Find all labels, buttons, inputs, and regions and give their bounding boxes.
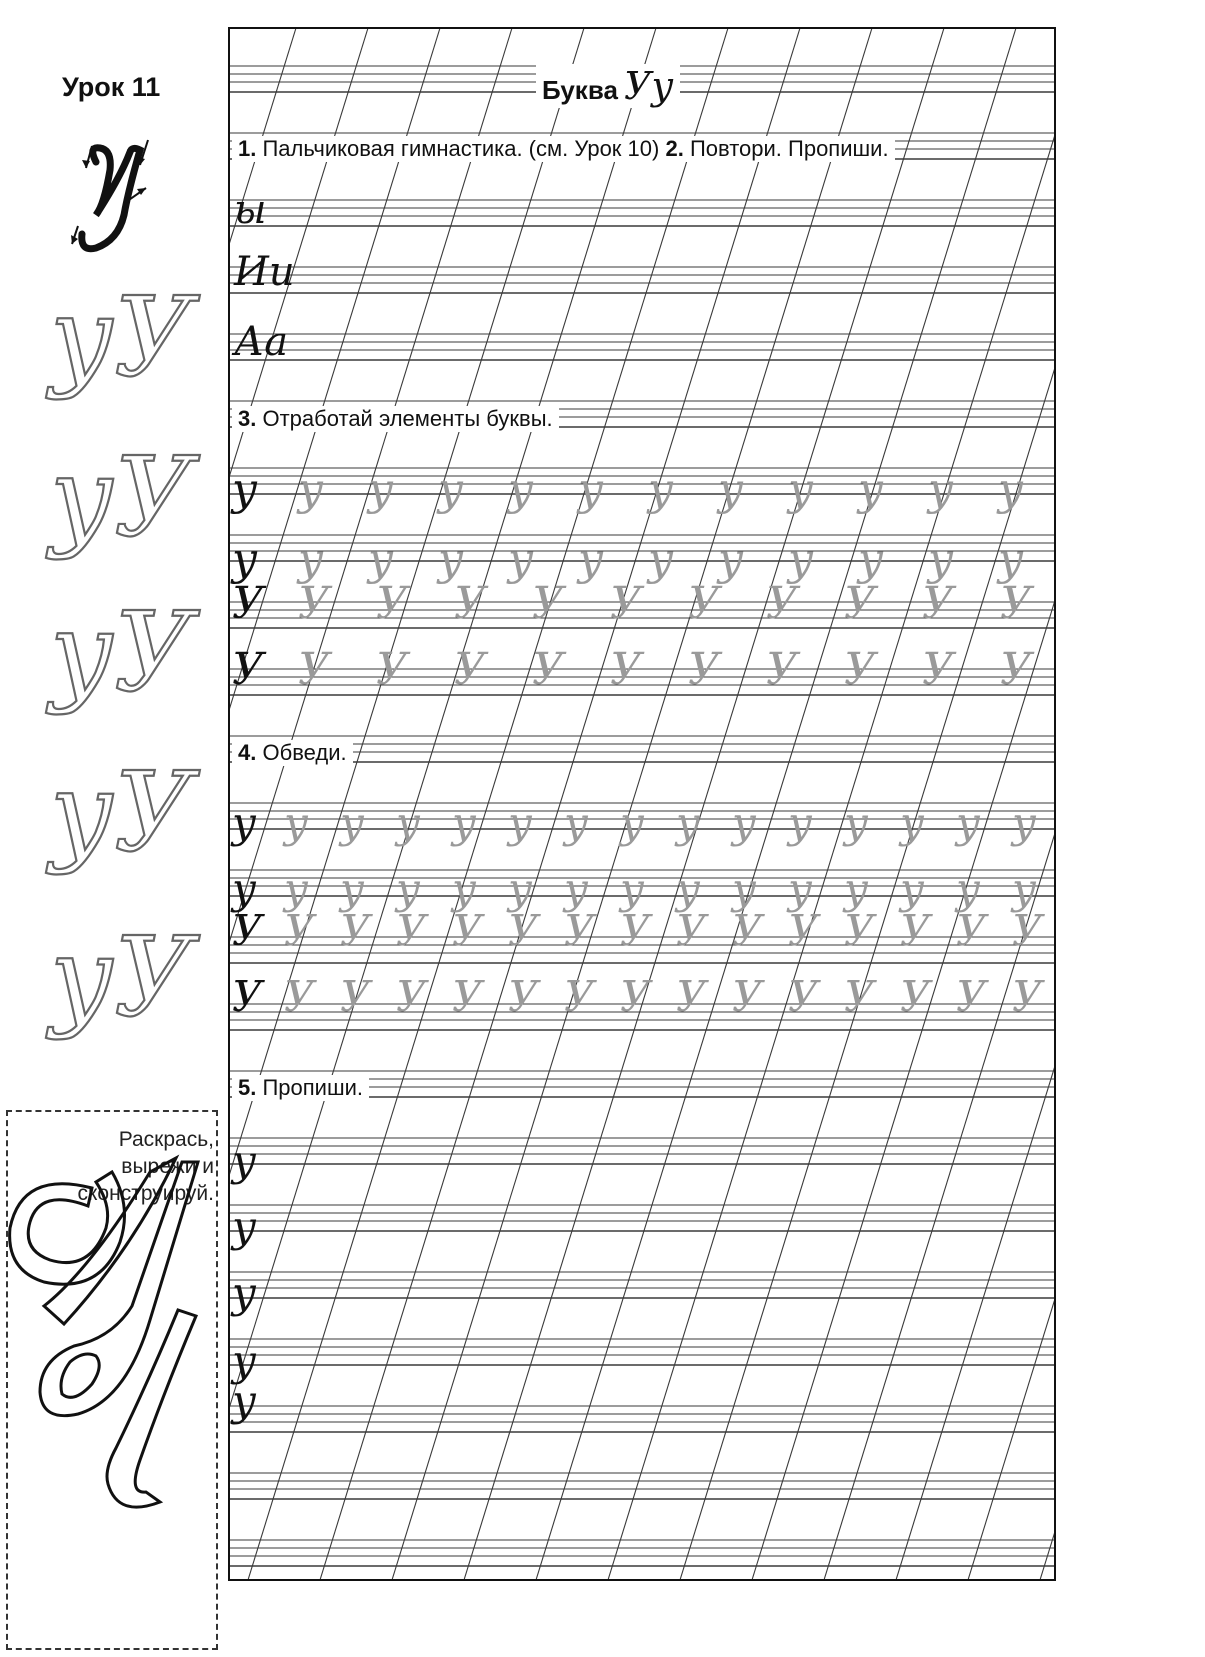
trace-letter: у — [620, 864, 645, 913]
letter-pair-outline: уУ — [50, 913, 194, 1041]
trace-letter: У — [340, 906, 371, 955]
sample-letter: у — [232, 464, 258, 515]
sample-letter: у — [232, 1336, 257, 1385]
cutout-caption-line: Раскрась, — [118, 1128, 214, 1151]
trace-letter: у — [844, 864, 869, 913]
trace-letter: У — [452, 972, 483, 1021]
trace-letter: у — [788, 534, 814, 585]
trace-letter: У — [956, 972, 987, 1021]
trace-letter: У — [922, 578, 954, 629]
trace-letter: У — [766, 644, 798, 695]
letter-samples-column — [0, 0, 228, 1110]
trace-letter: у — [284, 864, 309, 913]
trace-letter: у — [718, 534, 744, 585]
trace-letter: У — [732, 972, 763, 1021]
trace-letter: У — [564, 972, 595, 1021]
trace-letter: У — [688, 578, 720, 629]
task-text: Пропиши. — [262, 1075, 364, 1100]
handwriting-layer — [228, 0, 1128, 1600]
trace-letter: у — [508, 864, 533, 913]
sample-letter: у — [232, 534, 258, 585]
trace-letter: у — [508, 798, 533, 847]
sample-letter: У — [232, 578, 264, 629]
sample-letter: у — [232, 1136, 257, 1185]
trace-letter: у — [508, 534, 534, 585]
trace-letter: У — [376, 578, 408, 629]
trace-letter: у — [396, 798, 421, 847]
trace-letter: у — [368, 464, 394, 515]
task-number: 5. — [238, 1075, 257, 1100]
trace-letter: у — [648, 534, 674, 585]
cutout-shapes — [0, 1110, 228, 1650]
task-number: 4. — [238, 740, 257, 765]
trace-letter: у — [578, 534, 604, 585]
trace-letter: у — [676, 798, 701, 847]
trace-letter: у — [564, 798, 589, 847]
trace-letter: У — [454, 578, 486, 629]
trace-letter: У — [1012, 972, 1043, 1021]
sample-letter: у — [232, 1376, 257, 1425]
sample-letter: у — [232, 1202, 257, 1251]
trace-letter: У — [844, 906, 875, 955]
trace-letter: у — [900, 864, 925, 913]
trace-letter: У — [454, 644, 486, 695]
heading-word: Буква — [542, 75, 618, 105]
trace-letter: У — [532, 644, 564, 695]
heading-letter-pair: Уу — [624, 64, 674, 108]
sample-letter: у — [232, 1268, 257, 1317]
stroke-order-capital-icon — [71, 140, 148, 249]
review-sample: Аа — [234, 319, 289, 365]
cutout-hook-piece-icon — [10, 1158, 176, 1324]
trace-letter: У — [508, 906, 539, 955]
letter-pair-outline: уУ — [50, 273, 194, 401]
lesson-title: Урок 11 — [62, 72, 161, 102]
task-text: Пальчиковая гимнастика. (см. Урок 10) — [262, 136, 660, 161]
trace-letter: У — [298, 578, 330, 629]
trace-letter: У — [676, 906, 707, 955]
trace-letter: У — [676, 972, 707, 1021]
task-text: Отработай элементы буквы. — [262, 406, 553, 431]
task-number: 3. — [238, 406, 257, 431]
trace-letter: У — [452, 906, 483, 955]
trace-letter: у — [858, 464, 884, 515]
trace-letter: у — [368, 534, 394, 585]
trace-letter: У — [900, 972, 931, 1021]
trace-letter: у — [578, 464, 604, 515]
trace-letter: У — [396, 972, 427, 1021]
trace-letter: У — [376, 644, 408, 695]
trace-letter: У — [620, 906, 651, 955]
trace-letter: у — [298, 534, 324, 585]
trace-letter: У — [284, 906, 315, 955]
trace-letter: У — [766, 578, 798, 629]
trace-letter: У — [1000, 578, 1032, 629]
trace-letter: У — [620, 972, 651, 1021]
trace-letter: у — [620, 798, 645, 847]
trace-letter: у — [676, 864, 701, 913]
task-text: Обведи. — [262, 740, 347, 765]
trace-letter: У — [732, 906, 763, 955]
trace-letter: У — [788, 906, 819, 955]
sample-letter: У — [232, 972, 263, 1021]
trace-letter: У — [922, 644, 954, 695]
letter-pair-outline: уУ — [50, 433, 194, 561]
trace-letter: У — [956, 906, 987, 955]
review-sample: ы — [234, 187, 267, 233]
trace-letter: у — [998, 534, 1024, 585]
trace-letter: у — [452, 798, 477, 847]
trace-letter: У — [1000, 644, 1032, 695]
trace-letter: у — [1012, 798, 1037, 847]
trace-letter: У — [284, 972, 315, 1021]
writing-sheet — [228, 0, 1128, 1600]
trace-letter: у — [858, 534, 884, 585]
trace-letter: У — [610, 578, 642, 629]
cutout-caption-line: сконструируй. — [77, 1182, 214, 1205]
trace-letter: У — [564, 906, 595, 955]
trace-letter: у — [396, 864, 421, 913]
trace-letter: у — [452, 864, 477, 913]
trace-letter: у — [340, 864, 365, 913]
trace-letter: у — [732, 864, 757, 913]
trace-letter: у — [844, 798, 869, 847]
letter-pair-outline: уУ — [50, 588, 194, 716]
trace-letter: У — [688, 644, 720, 695]
trace-letter: у — [928, 534, 954, 585]
trace-letter: У — [532, 578, 564, 629]
cutout-caption-line: вырежи и — [121, 1155, 214, 1178]
trace-letter: У — [844, 972, 875, 1021]
trace-letter: у — [998, 464, 1024, 515]
trace-letter: у — [438, 534, 464, 585]
trace-letter: у — [788, 798, 813, 847]
trace-letter: у — [438, 464, 464, 515]
trace-letter: У — [900, 906, 931, 955]
trace-letter: у — [788, 464, 814, 515]
trace-letter: У — [340, 972, 371, 1021]
task-number: 2. — [665, 136, 684, 161]
trace-letter: У — [610, 644, 642, 695]
trace-letter: У — [844, 644, 876, 695]
trace-letter: у — [508, 464, 534, 515]
trace-letter: у — [900, 798, 925, 847]
trace-letter: у — [648, 464, 674, 515]
trace-letter: у — [298, 464, 324, 515]
task-number: 1. — [238, 136, 257, 161]
trace-letter: у — [956, 864, 981, 913]
letter-pair-outline: уУ — [50, 748, 194, 876]
trace-letter: у — [956, 798, 981, 847]
sample-letter: у — [232, 798, 257, 847]
trace-letter: У — [396, 906, 427, 955]
trace-letter: у — [928, 464, 954, 515]
trace-letter: у — [564, 864, 589, 913]
sample-letter: у — [232, 864, 257, 913]
trace-letter: У — [844, 578, 876, 629]
sample-letter: У — [232, 906, 263, 955]
trace-letter: У — [788, 972, 819, 1021]
trace-letter: у — [732, 798, 757, 847]
trace-letter: У — [1012, 906, 1043, 955]
trace-letter: у — [718, 464, 744, 515]
review-sample: Ии — [234, 249, 295, 295]
trace-letter: у — [1012, 864, 1037, 913]
task-text: Повтори. Пропиши. — [689, 136, 889, 161]
trace-letter: у — [788, 864, 813, 913]
trace-letter: У — [508, 972, 539, 1021]
trace-letter: у — [284, 798, 309, 847]
trace-letter: У — [298, 644, 330, 695]
cutout-stem-piece-icon — [40, 1162, 198, 1507]
sample-letter: У — [232, 644, 264, 695]
trace-letter: у — [340, 798, 365, 847]
